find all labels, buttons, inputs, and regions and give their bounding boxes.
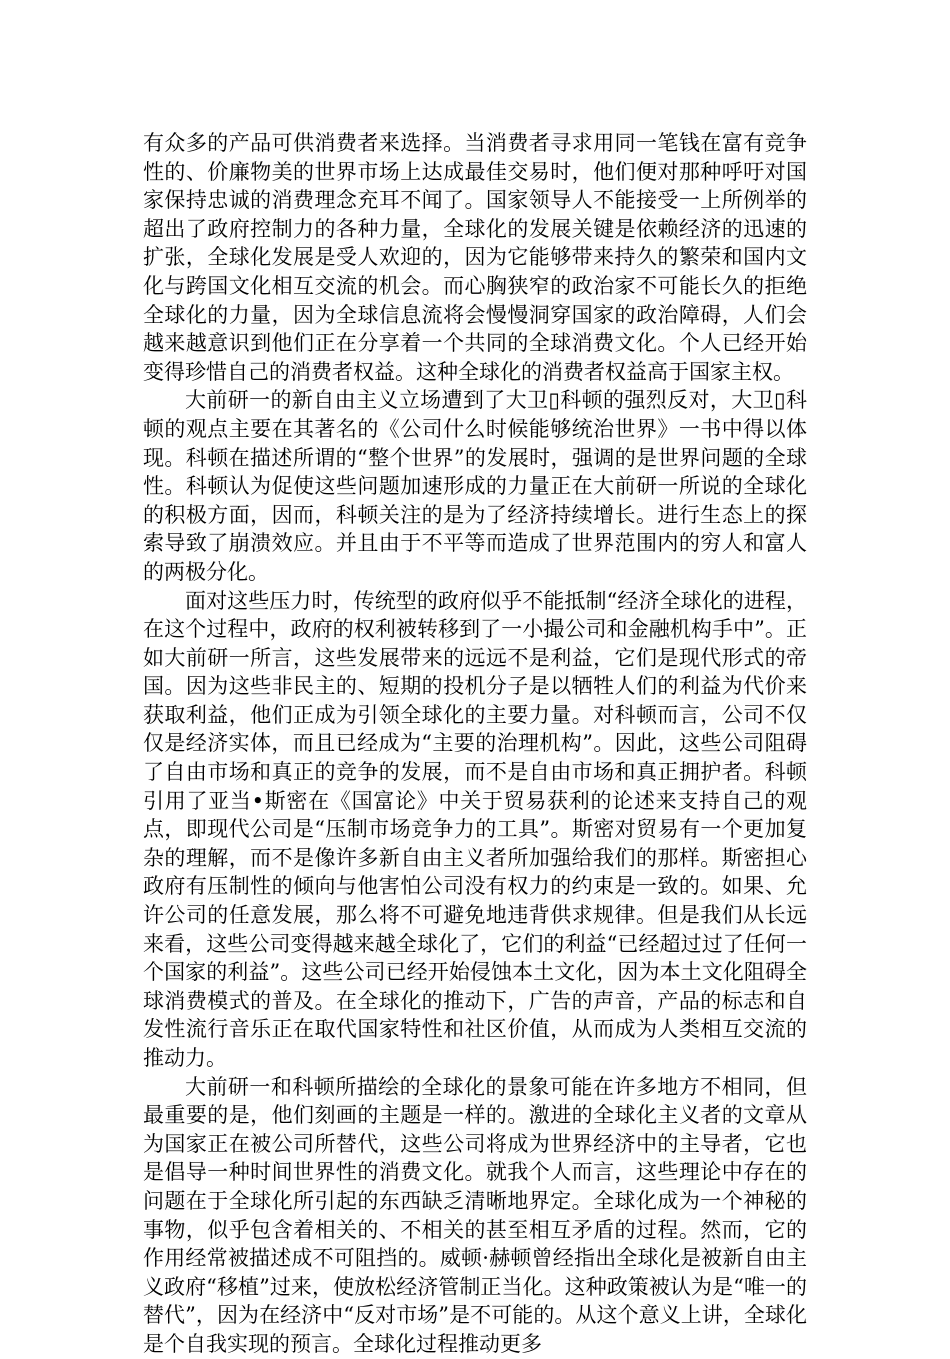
paragraph: 面对这些压力时，传统型的政府似乎不能抵制“经济全球化的进程，在这个过程中，政府的权利被转移到了一小撮公司和金融机构手中”。正如大前研一所言，这些发展带来的远远不是利益，它们是现代形式的帝国。因为这些非民主的、短期的投机分子是以牺牲人们的利益为代价来获取利益，他们正成为引领全球化的主要力量。对科顿而言，公司不仅仅是经济实体，而且已经成为“主要的治理机构”。因此，这些公司阻碍了自由市场和真正的竞争的发展，而不是自由市场和真正拥护者。科顿引用了亚当•斯密在《国富论》中关于贸易获利的论述来支持自己的观点，即现代公司是“压制市场竞争力的工具”。斯密对贸易有一个更加复杂的理解，而不是像许多新自由主义者所加强给我们的那样。斯密担心政府有压制性的倾向与他害怕公司没有权力的约束是一致的。如果、允许公司的任意发展，那么将不可避免地违背供求规律。但是我们从长远来看，这些公司变得越来越全球化了，它们的利益“已经超过过了任何一个国家的利益”。这些公司已经开始侵蚀本土文化，因为本土文化阻碍全球消费模式的普及。在全球化的推动下，广告的声音，产品的标志和自发性流行音乐正在取代国家特性和社区价值，从而成为人类相互交流的推动力。 — [143, 588, 807, 1070]
paragraph: 有众多的产品可供消费者来选择。当消费者寻求用同一笔钱在富有竞争性的、价廉物美的世界市场上达成最佳交易时，他们便对那种呼吁对国家保持忠诚的消费理念充耳不闻了。国家领导人不能接受一上所例举的超出了政府控制力的各种力量，全球化的发展关键是依赖经济的迅速的扩张，全球化发展是受人欢迎的，因为它能够带来持久的繁荣和国内文化与跨国文化相互交流的机会。而心胸狭窄的政治家不可能长久的拒绝全球化的力量，因为全球信息流将会慢慢洞穿国家的政治障碍，人们会越来越意识到他们正在分享着一个共同的全球消费文化。个人已经开始变得珍惜自己的消费者权益。这种全球化的消费者权益高于国家主权。 — [143, 131, 807, 384]
body-text — [143, 129, 807, 1359]
paragraph: 大前研一和科顿所描绘的全球化的景象可能在许多地方不相同，但最重要的是，他们刻画的主题是一样的。激进的全球化主义者的文章从为国家正在被公司所替代，这些公司将成为世界经济中的主导者，它也是倡导一种时间世界性的消费文化。就我个人而言，这些理论中存在的问题在于全球化所引起的东西缺乏清晰地界定。全球化成为一个神秘的事物，似乎包含着相关的、不相关的甚至相互矛盾的过程。然而，它的作用经常被描述成不可阻挡的。威顿·赫顿曾经指出全球化是被新自由主义政府“移植”过来，使放松经济管制正当化。这种政策被认为是“唯一的替代”，因为在经济中“反对市场”是不可能的。从这个意义上讲，全球化是个自我实现的预言。全球化过程推动更多 — [143, 1074, 807, 1356]
paragraph: 大前研一的新自由主义立场遭到了大卫▯科顿的强烈反对，大卫▯科顿的观点主要在其著名的《公司什么时候能够统治世界》一书中得以体现。科顿在描述所谓的“整个世界”的发展时，强调的是世界问题的全球性。科顿认为促使这些问题加速形成的力量正在大前研一所说的全球化的积极方面，因而，科顿关注的是为了经济持续增长。进行生态上的探索导致了崩溃效应。并且由于不平等而造成了世界范围内的穷人和富人的两极分化。 — [143, 388, 807, 584]
